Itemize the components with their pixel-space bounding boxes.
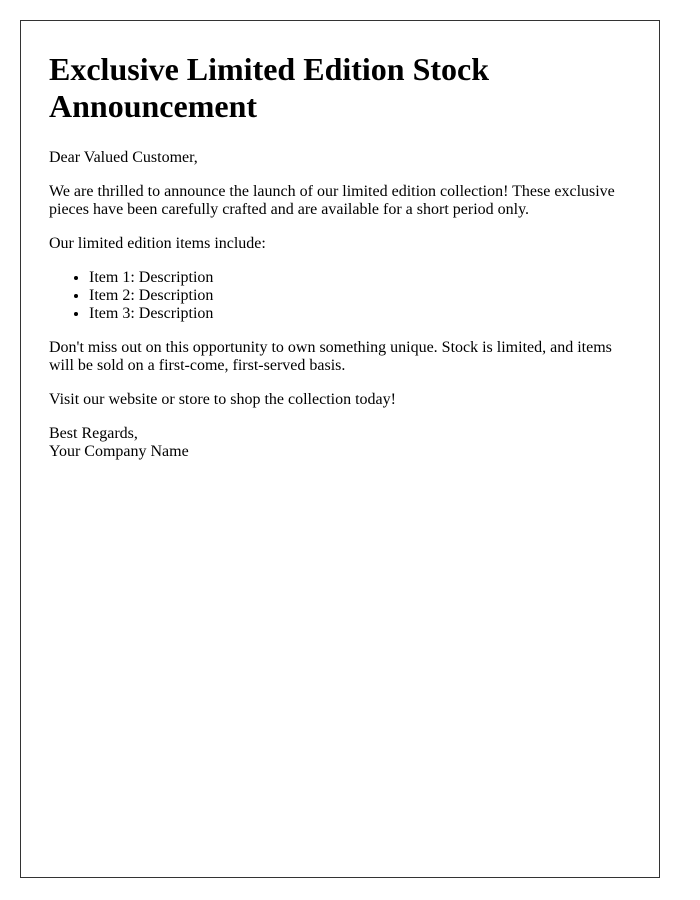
page-title: Exclusive Limited Edition Stock Announcement [49, 51, 490, 124]
signature: Your Company Name [49, 443, 189, 460]
list-item: • Item 2: Description [89, 287, 631, 305]
urgency-paragraph: Don't miss out on this opportunity to own something unique. Stock is limited, and items will be sold on a first-come, first-served basis. [49, 339, 612, 374]
greeting: Dear Valued Customer, [49, 149, 198, 166]
closing: Best Regards, [49, 425, 138, 442]
letter-container [20, 20, 660, 878]
list-item: • Item 1: Description [89, 269, 631, 287]
signoff [49, 425, 631, 461]
call-to-action: Visit our website or store to shop the collection today! [49, 391, 396, 408]
items-list [49, 269, 631, 323]
intro-paragraph: We are thrilled to announce the launch of our limited edition collection! These exclusive pieces have been carefully crafted and are available for a short period only. [49, 183, 615, 218]
list-item: • Item 3: Description [89, 305, 631, 323]
items-intro: Our limited edition items include: [49, 235, 266, 252]
